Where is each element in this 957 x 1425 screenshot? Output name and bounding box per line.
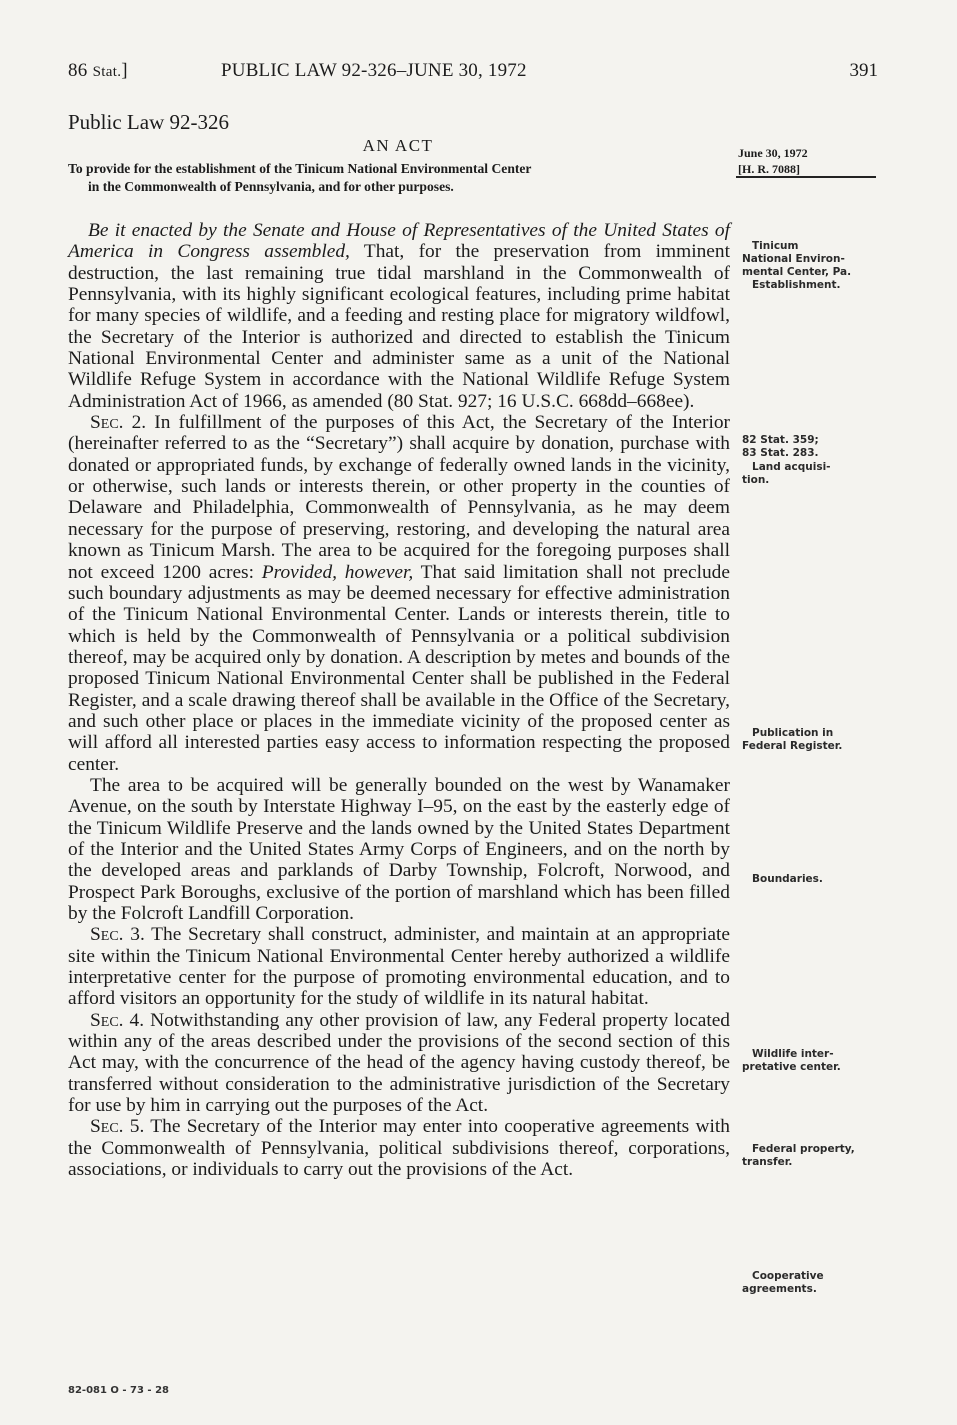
margin-note-statute-citation: 82 Stat. 359; 83 Stat. 283. xyxy=(742,434,819,459)
act-purpose: To provide for the establishment of the Tinicum National Environmental Center in the Commonwealth of Pennsylvania, and for other purposes. xyxy=(68,161,532,194)
section-1: Be it enacted by the Senate and House of Representatives of the United States of America in Congress assembled, That, for the preservation from imminent destruction, the last remaining true tidal marshland in the Commonwealth of Pennsylvania, with its highly significant ecological features, including prime habitat for many species of wildlife, and a feeding and resting place for migratory wildfowl, the Secretary of the Interior is authorized and directed to establish the Tinicum National Environmental Center and administer same as a unit of the National Wildlife Refuge System in accordance with the National Wildlife Refuge System Administration Act of 1966, as amended (80 Stat. 927; 16 U.S.C. 668dd–668ee). xyxy=(68,220,730,412)
margin-note-establishment: Tinicum National Environ- mental Center, Pa. Establishment. xyxy=(742,240,852,291)
act-heading: AN ACT xyxy=(362,136,434,155)
margin-note-wildlife-center: Wildlife inter- pretative center. xyxy=(742,1048,841,1073)
section-label: Sec. 4. xyxy=(90,1009,145,1031)
section-label: Sec. 3. xyxy=(90,924,145,946)
section-4: Sec. 4. Notwithstanding any other provision of law, any Federal property located within any of the areas described under the provisions of the second section of this Act may, with the concurrence of the head of the agency having custody thereof, be transferred without consideration to the administrative jurisdiction of the Secretary for use by him in carrying out the purposes of the Act. xyxy=(68,1009,731,1117)
bill-number: [H. R. 7088] xyxy=(738,162,800,176)
section-5: Sec. 5. The Secretary of the Interior may enter into cooperative agreements with the Commonwealth of Pennsylvania, political subdivisions thereof, corporations, associations, or individuals to carry out the provisions of the Act. xyxy=(68,1116,730,1181)
margin-note-federal-property: Federal property, transfer. xyxy=(742,1143,855,1168)
boundaries-paragraph: The area to be acquired will be generally bounded on the west by Wanamaker Avenue, on the south by Interstate Highway I–95, on the east by the easterly edge of the Tinicum Wildlife Preserve and the lands owned by the United States Department of the Interior and the United States Army Corps of Engineers, and on the north by the developed areas and parklands of Darby Township, Folcroft, Norwood, and Prospect Park Boroughs, exclusive of the portion of marshland which has been filled by the Folcroft Landfill Corporation. xyxy=(68,774,730,924)
running-head xyxy=(68,60,878,86)
law-title: Public Law 92-326 xyxy=(68,110,229,134)
page-number: 391 xyxy=(849,60,878,81)
section-label: Sec. 2. xyxy=(90,412,147,434)
volume-citation: 86 Stat.] xyxy=(68,60,128,81)
enactment-date: June 30, 1972 xyxy=(738,146,808,160)
enacting-clause: Be it enacted by the Senate and House of Representatives of the United States of America in Congress assembled, xyxy=(68,220,730,263)
section-3: Sec. 3. The Secretary shall construct, administer, and maintain at an appropriate site within the Tinicum National Environmental Center hereby authorized a wildlife interpretative center for the purpose of promoting environmental education, and to afford visitors an opportunity for the study of wildlife in its natural habitat. xyxy=(68,924,730,1010)
running-title: PUBLIC LAW 92-326–JUNE 30, 1972 xyxy=(221,60,527,81)
margin-note-boundaries: Boundaries. xyxy=(752,873,823,885)
enactment-date-block xyxy=(736,145,876,177)
margin-note-publication: Publication in Federal Register. xyxy=(742,727,843,752)
act-body xyxy=(68,220,730,1180)
section-label: Sec. 5. xyxy=(90,1116,145,1138)
section-2: Sec. 2. In fulfillment of the purposes of this Act, the Secretary of the Interior (hereinafter referred to as the “Secretary”) shall acquire by donation, purchase with donated or appropriated funds, by exchange of federally owned lands in the vicinity, or otherwise, such lands or interests therein, or other property in the counties of Delaware and Philadelphia, Commonwealth of Pennsylvania, as he may deem necessary for the purpose of preserving, restoring, and developing the natural area known as Tinicum Marsh. The area to be acquired for the foregoing purposes shall not exceed 1200 acres: Provided, however, That said limitation shall not preclude such boundary adjustments as may be deemed necessary for effective administration of the Tinicum National Environmental Center. Lands or interests therein, title to which is held by the Commonwealth of Pennsylvania or a political subdivision thereof, may be acquired only by donation. A description by metes and bounds of the proposed Tinicum National Environmental Center shall be published in the Federal Register, and a scale drawing thereof shall be available in the Office of the Secretary, and such other place or places in the immediate vicinity of the proposed center as will afford all interested parties easy access to information respecting the proposed center. xyxy=(68,412,730,775)
date-divider xyxy=(736,176,876,178)
margin-note-cooperative-agreements: Cooperative agreements. xyxy=(742,1270,824,1295)
margin-note-land-acquisition: Land acquisi- tion. xyxy=(742,461,831,486)
proviso: Provided, however, xyxy=(261,561,414,583)
print-code: 82-081 O - 73 - 28 xyxy=(68,1385,169,1396)
